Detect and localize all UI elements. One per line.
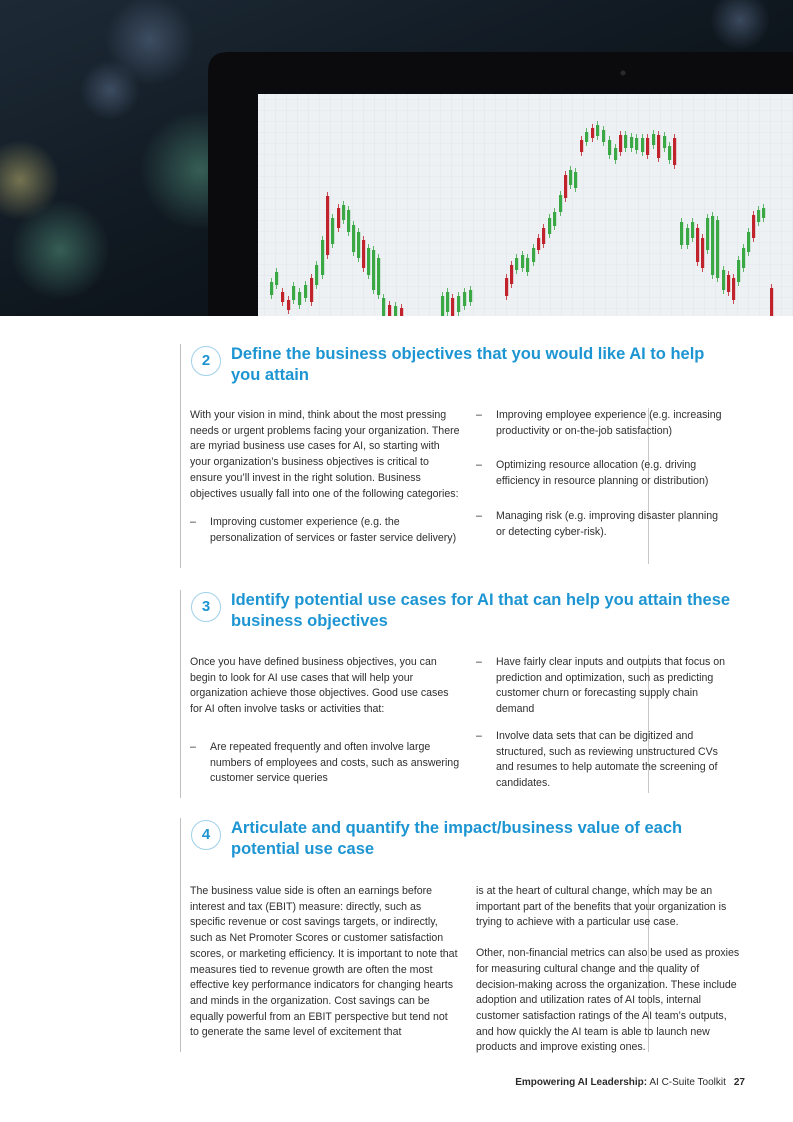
- section-2: [180, 344, 745, 568]
- footer-title-bold: Empowering AI Leadership:: [515, 1077, 648, 1088]
- hero-laptop-chart-image: [0, 0, 793, 316]
- bullet-dash: –: [190, 740, 196, 753]
- body-paragraph: is at the heart of cultural change, which may be an important part of the benefits that your organization is trying to achieve with a particular use case.: [476, 885, 727, 929]
- section-3: [180, 590, 745, 798]
- bullet-item: – Improving employee experience (e.g. increasing productivity or on-the-job satisfaction): [476, 409, 722, 437]
- bullet-item: – Optimizing resource allocation (e.g. driving efficiency in resource planning or distribution): [476, 459, 709, 488]
- bullet-item: – Improving customer experience (e.g. the personalization of services or faster service delivery): [190, 516, 457, 544]
- bullet-dash: –: [476, 409, 482, 421]
- bullet-dash: –: [190, 516, 196, 529]
- bullet-dash: –: [476, 656, 482, 668]
- right-column: [476, 408, 726, 540]
- body-paragraph: The business value side is often an earnings before interest and tax (EBIT) measure: directly, such as specific revenue or cost savings targets, or indirectly, such as Net Promoter Scores or customer satisfaction scores, or marketing efficiency. It is important to note that measures tied to revenue growth are often the most effective key performance indicators for changing hearts and minds in the organization. Cost savings can be equally powerful from an EBIT perspective but tend not to generate the same level of excitement that: [190, 885, 458, 1039]
- bullet-dash: –: [476, 459, 482, 472]
- bullet-item: – Are repeated frequently and often involve large numbers of employees and costs, such as answering customer service queries: [190, 740, 460, 785]
- section-4: [180, 818, 745, 1052]
- footer-title: AI C-Suite Toolkit: [647, 1077, 726, 1088]
- bullet-item: – Have fairly clear inputs and outputs that focus on prediction and optimization, such as predicting customer churn or forecasting supply chain demand: [476, 656, 726, 716]
- section-heading: Identify potential use cases for AI that can help you attain these business objectives: [231, 591, 731, 630]
- section-heading: Articulate and quantify the impact/business value of each potential use case: [231, 819, 683, 858]
- bullet-dash: –: [476, 729, 482, 742]
- page-number: 27: [733, 1077, 745, 1088]
- right-column: [476, 884, 744, 1056]
- bullet-dash: –: [476, 509, 482, 522]
- left-column: [190, 655, 460, 787]
- left-column: [190, 884, 458, 1041]
- page-footer: [400, 1077, 745, 1088]
- bullet-item: – Involve data sets that can be digitized and structured, such as reviewing unstructured CVs and resumes to help automate the screening of candidates.: [476, 729, 718, 789]
- body-paragraph: With your vision in mind, think about the most pressing needs or urgent problems facing your organization. There are myriad business use cases for AI, so starting with your organization’s business objectives is critical to ensure you’ll invest in the right solution. Business objectives usually fall into one of the following categories:: [190, 409, 460, 500]
- section-heading: Define the business objectives that you would like AI to help you attain: [231, 345, 705, 384]
- section-number-badge: 3: [191, 592, 221, 622]
- section-number-badge: 4: [191, 820, 221, 850]
- left-column: [190, 408, 460, 547]
- body-paragraph: Once you have defined business objectives, you can begin to look for AI use cases that will help your organization achieve those objectives. Good use cases for AI often involve tasks or activities that:: [190, 656, 449, 716]
- body-paragraph: Other, non-financial metrics can also be used as proxies for measuring cultural change and the quality of decision-making across the organization. These include adoption and utilization rates of AI tools, internal customer satisfaction ratings of the AI team’s outputs, and how quickly the AI team is able to launch new products and improve existing ones.: [476, 947, 740, 1054]
- right-column: [476, 655, 726, 792]
- section-number-badge: 2: [191, 346, 221, 376]
- bullet-item: – Managing risk (e.g. improving disaster planning or detecting cyber-risk).: [476, 509, 718, 538]
